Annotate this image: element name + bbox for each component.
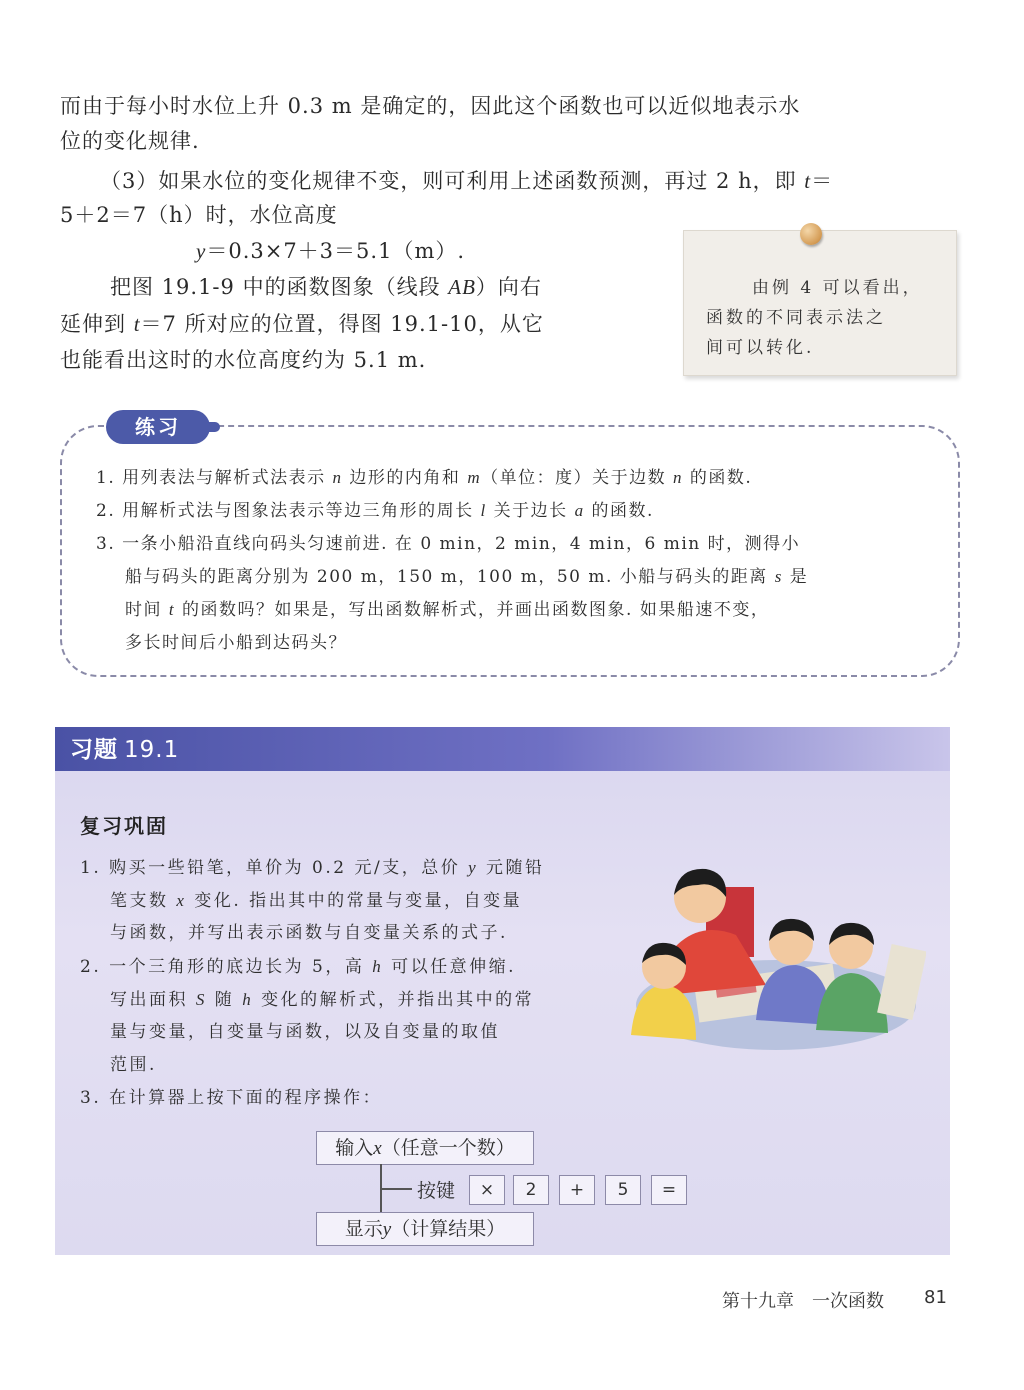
note-line-1: 由例 4 可以看出，: [752, 278, 923, 298]
practice-q3-line-1: 3. 一条小船沿直线向码头匀速前进. 在 0 min，2 min，4 min，6 min 时，测得小: [96, 534, 801, 554]
exercise-2-line-3: 量与变量，自变量与函数，以及自变量的取值: [110, 1022, 500, 1042]
exercise-2-line-2: 写出面积 S 随 h 变化的解析式，并指出其中的常: [110, 990, 535, 1010]
key-plus: +: [559, 1175, 595, 1205]
practice-q3-line-4: 多长时间后小船到达码头？: [125, 633, 347, 653]
body-line-3: （3）如果水位的变化规律不变，则可利用上述函数预测，再过 2 h，即 t＝: [100, 169, 834, 193]
exercise-2-line-4: 范围.: [110, 1055, 157, 1075]
key-2: 2: [513, 1175, 549, 1205]
body-line-7: 也能看出这时的水位高度约为 5.1 m.: [60, 348, 427, 372]
exercise-2-line-1: 2. 一个三角形的底边长为 5，高 h 可以任意伸缩.: [80, 957, 517, 977]
students-illustration: [626, 855, 926, 1055]
body-line-2: 位的变化规律.: [60, 129, 200, 153]
key-multiply: ×: [469, 1175, 505, 1205]
practice-q3-line-2: 船与码头的距离分别为 200 m，150 m，100 m，50 m. 小船与码头的距离 s 是: [125, 567, 809, 587]
flow-branch: [380, 1188, 412, 1190]
flow-output-box: 显示y（计算结果）: [316, 1212, 534, 1246]
exercise-1-line-3: 与函数，并写出表示函数与自变量关系的式子.: [110, 923, 508, 943]
chapter-title: 第十九章 一次函数: [722, 1291, 884, 1312]
exercise-1-line-2: 笔支数 x 变化. 指出其中的常量与变量，自变量: [110, 891, 523, 911]
note-line-3: 间可以转化.: [706, 338, 815, 358]
exercise-subtitle: 复习巩固: [80, 814, 168, 838]
practice-q1: 1. 用列表法与解析式法表示 n 边形的内角和 m（单位：度）关于边数 n 的函数.: [96, 468, 753, 488]
body-line-1: 而由于每小时水位上升 0.3 m 是确定的，因此这个函数也可以近似地表示水: [60, 94, 801, 118]
practice-label: 练习: [106, 410, 210, 444]
body-equation: y＝0.3×7＋3＝5.1（m）.: [196, 239, 466, 263]
pushpin-icon: [800, 223, 822, 245]
exercise-header-bar: [55, 727, 950, 771]
page-number: 81: [924, 1287, 947, 1308]
note-line-2: 函数的不同表示法之: [706, 308, 886, 328]
practice-q2: 2. 用解析式法与图象法表示等边三角形的周长 l 关于边长 a 的函数.: [96, 501, 654, 521]
paper-sheet: [877, 944, 926, 1020]
exercise-title: 习题 19.1: [70, 737, 180, 763]
practice-q3-line-3: 时间 t 的函数吗？如果是，写出函数解析式，并画出函数图象. 如果船速不变，: [125, 600, 770, 620]
key-equals: =: [651, 1175, 687, 1205]
flow-input-box: 输入x（任意一个数）: [316, 1131, 534, 1165]
body-line-5: 把图 19.1-9 中的函数图象（线段 AB）向右: [110, 275, 542, 299]
exercise-3-line-1: 3. 在计算器上按下面的程序操作：: [80, 1088, 383, 1108]
side-note-card: [683, 230, 957, 376]
body-line-6: 延伸到 t＝7 所对应的位置，得图 19.1-10，从它: [60, 312, 544, 336]
body-line-4: 5＋2＝7（h）时，水位高度: [60, 203, 338, 227]
flow-press-label: 按键: [417, 1180, 456, 1202]
key-5: 5: [605, 1175, 641, 1205]
exercise-1-line-1: 1. 购买一些铅笔，单价为 0.2 元/支，总价 y 元随铅: [80, 858, 545, 878]
